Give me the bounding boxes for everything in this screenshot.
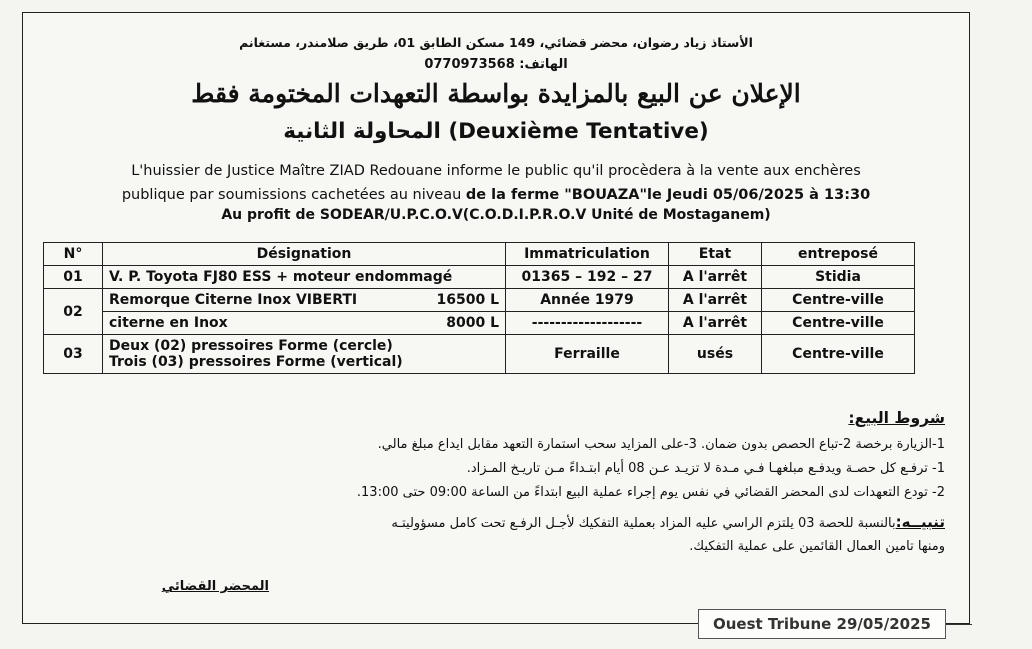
lot-designation-line-2: Trois (03) pressoires Forme (vertical) [109,354,403,370]
lot-registration: Année 1979 [506,289,669,312]
table-row [44,289,915,312]
lot-number: 01 [44,266,103,289]
warning-line [65,513,945,531]
lot-stored: Centre-ville [762,312,915,335]
lot-number: 03 [44,335,103,374]
lot-stored: Centre-ville [762,335,915,374]
warning-label: تنبيــه: [895,513,945,531]
notice-title-arabic: الإعلان عن البيع بالمزايدة بواسطة التعهدات المختومة فقط [191,79,801,108]
source-badge: Ouest Tribune 29/05/2025 [698,609,946,639]
bailiff-address: الأستاذ زياد رضوان، محضر قضائي، 149 مسكن الطابق 01، طريق صلامندر، مستغانم [239,35,753,50]
lot-state: usés [669,335,762,374]
intro-line-2a: publique par soumissions cachetées au niveau [121,187,466,203]
col-state: Etat [669,243,762,266]
lot-registration: 01365 – 192 – 27 [506,266,669,289]
intro-line-2b: de la ferme "BOUAZA"le Jeudi 05/06/2025 à 13:30 [465,187,871,203]
table-header-row [44,243,915,266]
lot-registration: ------------------- [506,312,669,335]
table-row [44,266,915,289]
condition-line-1: 1-الزيارة برخصة 2-تباع الحصص بدون ضمان. 3-على المزايد سحب استمارة التعهد مقابل ايداع مبلغ مالي. [377,437,945,452]
col-registration: Immatriculation [506,243,669,266]
lot-designation-text: citerne en Inox [109,315,228,331]
signature: المحضر القضائي [161,579,269,594]
bailiff-phone: الهاتف: 0770973568 [424,57,568,72]
col-designation: Désignation [103,243,506,266]
lot-designation [103,289,506,312]
col-number: N° [44,243,103,266]
beneficiary-line: Au profit de SODEAR/U.P.C.O.V(C.O.D.I.P.R.O.V Unité de Mostaganem) [221,207,771,223]
lot-state: A l'arrêt [669,266,762,289]
lot-designation-text: Remorque Citerne Inox VIBERTI [109,292,358,308]
lot-number: 02 [44,289,103,335]
table-row [44,312,915,335]
lot-registration: Ferraille [506,335,669,374]
notice-subtitle: المحاولة الثانية (Deuxième Tentative) [283,119,709,144]
col-stored: entreposé [762,243,915,266]
condition-line-3: 2- تودع التعهدات لدى المحضر القضائي في نفس يوم إجراء عملية البيع ابتداءً من الساعة 09:00 حتى 13:00. [356,485,945,500]
condition-line-2: 1- ترفـع كل حصـة ويدفـع مبلغهـا فـي مـدة لا تزيـد عـن 08 أيام ابتـداءً مـن تاريـخ المـزاد. [466,461,945,476]
lot-stored: Stidia [762,266,915,289]
intro-line-1: L'huissier de Justice Maître ZIAD Redouane informe le public qu'il procèdera à la vente aux enchères [131,163,861,179]
condition-line-5: ومنها تامين العمال القائمين على عملية التفكيك. [689,539,945,554]
lot-designation: V. P. Toyota FJ80 ESS + moteur endommagé [103,266,506,289]
source-connector-line [946,624,972,625]
lot-designation [103,312,506,335]
warning-text: بالنسبة للحصة 03 يلتزم الراسي عليه المزاد بعملية التفكيك لأجـل الرفـع تحت كامل مسؤوليتـه [391,516,896,531]
table-row [44,335,915,374]
conditions-heading: شروط البيع: [848,409,945,427]
lot-state: A l'arrêt [669,289,762,312]
auction-notice [22,12,970,624]
lot-designation-line-1: Deux (02) pressoires Forme (cercle) [109,338,393,354]
intro-text [23,159,969,207]
intro-line-2 [23,183,969,207]
lot-designation [103,335,506,374]
lot-stored: Centre-ville [762,289,915,312]
lot-quantity: 16500 L [436,292,499,308]
lots-table [43,242,915,374]
lot-state: A l'arrêt [669,312,762,335]
lot-quantity: 8000 L [446,315,499,331]
